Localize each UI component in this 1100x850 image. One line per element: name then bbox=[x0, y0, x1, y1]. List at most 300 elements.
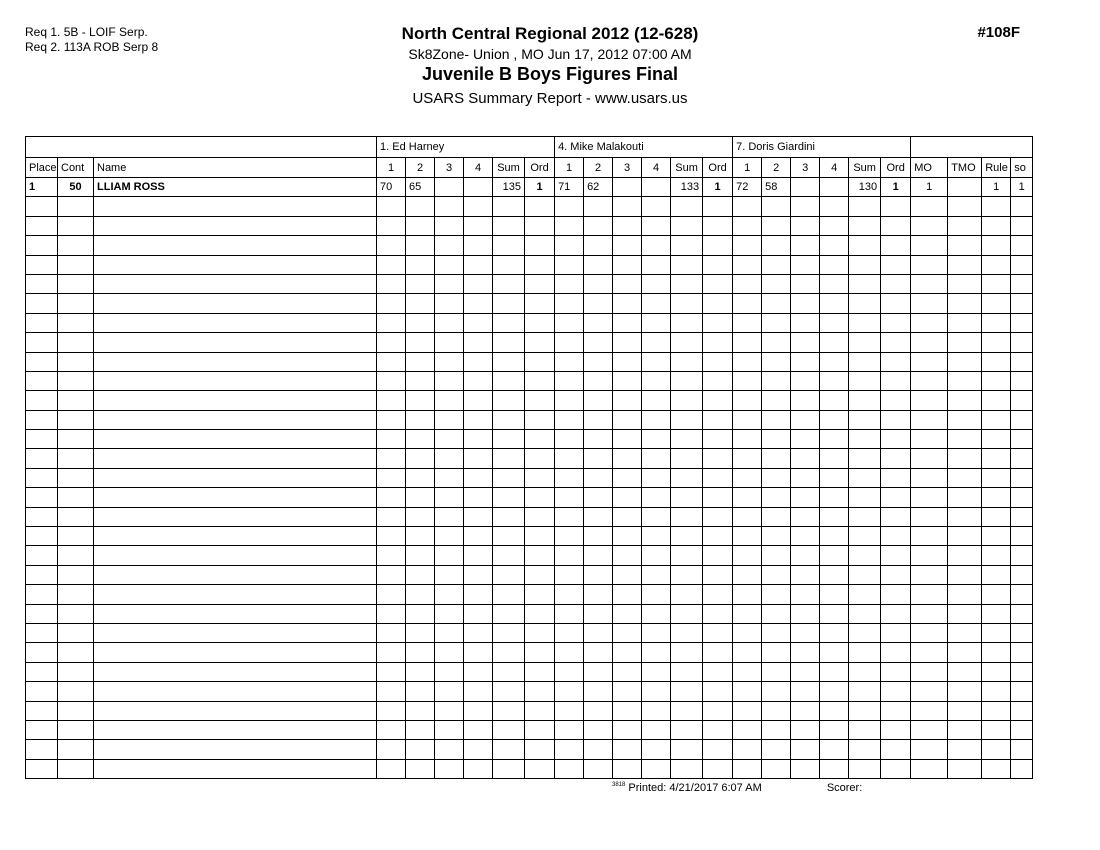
empty-cell bbox=[642, 720, 671, 739]
empty-cell bbox=[26, 759, 58, 778]
empty-row bbox=[26, 682, 1033, 701]
empty-cell bbox=[671, 740, 703, 759]
empty-cell bbox=[58, 197, 94, 216]
empty-cell bbox=[849, 527, 881, 546]
empty-cell bbox=[464, 216, 493, 235]
empty-cell bbox=[820, 585, 849, 604]
empty-cell bbox=[464, 682, 493, 701]
empty-cell bbox=[948, 507, 982, 526]
judge-name-3: 7. Doris Giardini bbox=[733, 137, 911, 158]
empty-cell bbox=[493, 371, 525, 390]
empty-cell bbox=[791, 352, 820, 371]
empty-cell bbox=[671, 546, 703, 565]
empty-cell bbox=[1011, 352, 1033, 371]
empty-cell bbox=[377, 255, 406, 274]
empty-cell bbox=[733, 682, 762, 701]
empty-cell bbox=[613, 236, 642, 255]
empty-cell bbox=[982, 255, 1011, 274]
empty-cell bbox=[820, 604, 849, 623]
empty-cell bbox=[613, 527, 642, 546]
empty-cell bbox=[435, 701, 464, 720]
empty-cell bbox=[555, 294, 584, 313]
empty-cell bbox=[1011, 410, 1033, 429]
empty-cell bbox=[703, 488, 733, 507]
empty-cell bbox=[791, 759, 820, 778]
empty-cell bbox=[948, 720, 982, 739]
empty-cell bbox=[26, 371, 58, 390]
empty-cell bbox=[613, 333, 642, 352]
empty-cell bbox=[982, 274, 1011, 293]
empty-cell bbox=[982, 662, 1011, 681]
empty-cell bbox=[820, 468, 849, 487]
empty-cell bbox=[791, 294, 820, 313]
empty-cell bbox=[948, 488, 982, 507]
empty-cell bbox=[584, 720, 613, 739]
empty-cell bbox=[1011, 391, 1033, 410]
column-header-judge3-3: 3 bbox=[791, 158, 820, 178]
empty-cell bbox=[642, 197, 671, 216]
column-header-name: Name bbox=[94, 158, 377, 178]
empty-cell bbox=[435, 294, 464, 313]
empty-cell bbox=[525, 468, 555, 487]
empty-cell bbox=[820, 371, 849, 390]
empty-cell bbox=[584, 274, 613, 293]
empty-cell bbox=[94, 740, 377, 759]
empty-cell bbox=[464, 468, 493, 487]
empty-cell bbox=[733, 701, 762, 720]
empty-cell bbox=[671, 449, 703, 468]
empty-cell bbox=[464, 720, 493, 739]
empty-cell bbox=[435, 449, 464, 468]
empty-cell bbox=[849, 391, 881, 410]
empty-cell bbox=[642, 759, 671, 778]
empty-cell bbox=[849, 216, 881, 235]
empty-cell bbox=[584, 391, 613, 410]
empty-cell bbox=[948, 604, 982, 623]
empty-cell bbox=[613, 391, 642, 410]
empty-cell bbox=[26, 197, 58, 216]
empty-cell bbox=[791, 701, 820, 720]
empty-cell bbox=[584, 294, 613, 313]
empty-cell bbox=[881, 410, 911, 429]
empty-cell bbox=[377, 662, 406, 681]
empty-cell bbox=[982, 410, 1011, 429]
empty-cell bbox=[791, 430, 820, 449]
empty-cell bbox=[733, 468, 762, 487]
empty-cell bbox=[849, 197, 881, 216]
empty-cell bbox=[703, 430, 733, 449]
empty-cell bbox=[642, 371, 671, 390]
empty-cell bbox=[791, 740, 820, 759]
empty-cell bbox=[948, 216, 982, 235]
column-header-rule: Rule bbox=[982, 158, 1011, 178]
empty-cell bbox=[58, 468, 94, 487]
empty-cell bbox=[762, 701, 791, 720]
empty-cell bbox=[94, 197, 377, 216]
empty-cell bbox=[493, 623, 525, 642]
empty-cell bbox=[464, 371, 493, 390]
empty-cell bbox=[733, 333, 762, 352]
empty-cell bbox=[881, 604, 911, 623]
empty-cell bbox=[464, 410, 493, 429]
empty-cell bbox=[703, 449, 733, 468]
empty-cell bbox=[58, 255, 94, 274]
empty-cell bbox=[613, 352, 642, 371]
empty-cell bbox=[982, 565, 1011, 584]
empty-cell bbox=[911, 585, 948, 604]
empty-cell bbox=[791, 643, 820, 662]
empty-cell bbox=[555, 565, 584, 584]
empty-cell bbox=[1011, 488, 1033, 507]
empty-cell bbox=[642, 604, 671, 623]
empty-cell bbox=[762, 236, 791, 255]
empty-cell bbox=[703, 585, 733, 604]
empty-cell bbox=[703, 701, 733, 720]
empty-cell bbox=[911, 759, 948, 778]
empty-cell bbox=[58, 371, 94, 390]
empty-cell bbox=[406, 468, 435, 487]
empty-cell bbox=[94, 274, 377, 293]
column-header-cont: Cont bbox=[58, 158, 94, 178]
judge1-score-1-cell: 70 bbox=[377, 178, 406, 197]
empty-cell bbox=[982, 197, 1011, 216]
mo-cell: 1 bbox=[911, 178, 948, 197]
empty-cell bbox=[584, 682, 613, 701]
empty-cell bbox=[911, 410, 948, 429]
empty-cell bbox=[377, 604, 406, 623]
column-header-place: Place bbox=[26, 158, 58, 178]
empty-cell bbox=[703, 255, 733, 274]
empty-cell bbox=[703, 236, 733, 255]
empty-cell bbox=[849, 682, 881, 701]
empty-cell bbox=[1011, 701, 1033, 720]
empty-cell bbox=[791, 449, 820, 468]
empty-cell bbox=[464, 449, 493, 468]
empty-cell bbox=[849, 643, 881, 662]
empty-cell bbox=[642, 565, 671, 584]
empty-cell bbox=[584, 449, 613, 468]
empty-cell bbox=[791, 274, 820, 293]
empty-cell bbox=[849, 740, 881, 759]
empty-cell bbox=[762, 216, 791, 235]
empty-row bbox=[26, 236, 1033, 255]
empty-cell bbox=[377, 759, 406, 778]
empty-cell bbox=[26, 391, 58, 410]
empty-cell bbox=[820, 759, 849, 778]
empty-cell bbox=[406, 391, 435, 410]
empty-cell bbox=[881, 740, 911, 759]
empty-cell bbox=[911, 294, 948, 313]
empty-cell bbox=[555, 255, 584, 274]
empty-cell bbox=[911, 527, 948, 546]
empty-cell bbox=[26, 662, 58, 681]
empty-cell bbox=[58, 604, 94, 623]
empty-row bbox=[26, 468, 1033, 487]
empty-cell bbox=[406, 643, 435, 662]
empty-cell bbox=[555, 274, 584, 293]
empty-cell bbox=[881, 701, 911, 720]
empty-cell bbox=[613, 488, 642, 507]
empty-cell bbox=[406, 662, 435, 681]
empty-cell bbox=[642, 313, 671, 332]
empty-cell bbox=[762, 333, 791, 352]
empty-cell bbox=[881, 255, 911, 274]
empty-cell bbox=[584, 410, 613, 429]
so-cell: 1 bbox=[1011, 178, 1033, 197]
empty-cell bbox=[555, 236, 584, 255]
empty-cell bbox=[584, 585, 613, 604]
empty-cell bbox=[671, 720, 703, 739]
empty-cell bbox=[733, 759, 762, 778]
judge3-sum-cell: 130 bbox=[849, 178, 881, 197]
empty-cell bbox=[820, 682, 849, 701]
empty-row bbox=[26, 371, 1033, 390]
judge2-score-1-cell: 71 bbox=[555, 178, 584, 197]
empty-cell bbox=[525, 507, 555, 526]
empty-cell bbox=[464, 391, 493, 410]
empty-cell bbox=[613, 585, 642, 604]
empty-cell bbox=[703, 410, 733, 429]
empty-cell bbox=[435, 565, 464, 584]
empty-cell bbox=[406, 371, 435, 390]
empty-cell bbox=[982, 701, 1011, 720]
empty-cell bbox=[820, 662, 849, 681]
empty-cell bbox=[525, 623, 555, 642]
empty-cell bbox=[555, 546, 584, 565]
empty-cell bbox=[820, 294, 849, 313]
empty-cell bbox=[1011, 720, 1033, 739]
empty-cell bbox=[849, 759, 881, 778]
empty-cell bbox=[525, 546, 555, 565]
empty-cell bbox=[377, 274, 406, 293]
empty-cell bbox=[584, 430, 613, 449]
empty-cell bbox=[671, 410, 703, 429]
empty-cell bbox=[94, 604, 377, 623]
empty-cell bbox=[733, 216, 762, 235]
empty-cell bbox=[671, 565, 703, 584]
empty-cell bbox=[377, 740, 406, 759]
empty-cell bbox=[94, 449, 377, 468]
empty-cell bbox=[58, 333, 94, 352]
empty-cell bbox=[435, 682, 464, 701]
empty-cell bbox=[911, 682, 948, 701]
empty-row bbox=[26, 546, 1033, 565]
empty-cell bbox=[762, 274, 791, 293]
empty-cell bbox=[911, 255, 948, 274]
empty-cell bbox=[406, 197, 435, 216]
empty-cell bbox=[791, 197, 820, 216]
empty-cell bbox=[555, 759, 584, 778]
empty-cell bbox=[555, 527, 584, 546]
empty-cell bbox=[58, 216, 94, 235]
empty-cell bbox=[881, 682, 911, 701]
empty-cell bbox=[849, 333, 881, 352]
empty-cell bbox=[406, 585, 435, 604]
empty-cell bbox=[948, 410, 982, 429]
empty-cell bbox=[406, 604, 435, 623]
empty-cell bbox=[911, 604, 948, 623]
empty-cell bbox=[525, 274, 555, 293]
empty-cell bbox=[525, 313, 555, 332]
empty-cell bbox=[464, 333, 493, 352]
empty-cell bbox=[613, 546, 642, 565]
empty-cell bbox=[762, 682, 791, 701]
empty-cell bbox=[464, 565, 493, 584]
empty-cell bbox=[881, 333, 911, 352]
empty-cell bbox=[733, 236, 762, 255]
empty-cell bbox=[733, 507, 762, 526]
empty-cell bbox=[464, 546, 493, 565]
empty-cell bbox=[58, 507, 94, 526]
empty-cell bbox=[982, 391, 1011, 410]
empty-cell bbox=[1011, 333, 1033, 352]
empty-cell bbox=[406, 294, 435, 313]
empty-cell bbox=[464, 313, 493, 332]
empty-cell bbox=[911, 430, 948, 449]
empty-cell bbox=[464, 527, 493, 546]
empty-cell bbox=[26, 682, 58, 701]
empty-cell bbox=[703, 197, 733, 216]
empty-cell bbox=[26, 546, 58, 565]
empty-cell bbox=[493, 410, 525, 429]
empty-cell bbox=[555, 371, 584, 390]
empty-cell bbox=[58, 449, 94, 468]
empty-cell bbox=[881, 643, 911, 662]
empty-cell bbox=[791, 410, 820, 429]
empty-cell bbox=[555, 430, 584, 449]
empty-cell bbox=[613, 720, 642, 739]
empty-cell bbox=[584, 216, 613, 235]
empty-cell bbox=[948, 449, 982, 468]
empty-cell bbox=[406, 507, 435, 526]
empty-cell bbox=[26, 313, 58, 332]
empty-cell bbox=[464, 255, 493, 274]
empty-cell bbox=[671, 371, 703, 390]
empty-cell bbox=[406, 313, 435, 332]
empty-cell bbox=[881, 507, 911, 526]
empty-cell bbox=[94, 236, 377, 255]
empty-cell bbox=[525, 352, 555, 371]
empty-cell bbox=[703, 371, 733, 390]
empty-cell bbox=[948, 313, 982, 332]
empty-cell bbox=[435, 585, 464, 604]
empty-cell bbox=[982, 371, 1011, 390]
empty-cell bbox=[613, 216, 642, 235]
empty-cell bbox=[613, 740, 642, 759]
empty-cell bbox=[762, 371, 791, 390]
empty-cell bbox=[406, 527, 435, 546]
empty-cell bbox=[464, 643, 493, 662]
empty-cell bbox=[406, 701, 435, 720]
empty-cell bbox=[613, 662, 642, 681]
empty-cell bbox=[555, 391, 584, 410]
empty-cell bbox=[613, 294, 642, 313]
empty-cell bbox=[377, 391, 406, 410]
empty-cell bbox=[464, 352, 493, 371]
venue-date-line: Sk8Zone- Union , MO Jun 17, 2012 07:00 AM bbox=[408, 46, 692, 62]
column-header-mo: MO bbox=[911, 158, 948, 178]
empty-cell bbox=[525, 643, 555, 662]
empty-cell bbox=[791, 546, 820, 565]
empty-cell bbox=[1011, 371, 1033, 390]
empty-cell bbox=[584, 643, 613, 662]
program-number: #108F bbox=[977, 24, 1020, 41]
empty-cell bbox=[820, 623, 849, 642]
empty-cell bbox=[377, 313, 406, 332]
empty-cell bbox=[982, 313, 1011, 332]
empty-cell bbox=[435, 274, 464, 293]
empty-cell bbox=[94, 565, 377, 584]
empty-cell bbox=[435, 236, 464, 255]
empty-cell bbox=[1011, 468, 1033, 487]
empty-cell bbox=[1011, 604, 1033, 623]
empty-cell bbox=[820, 546, 849, 565]
empty-cell bbox=[642, 662, 671, 681]
empty-cell bbox=[377, 468, 406, 487]
empty-cell bbox=[1011, 255, 1033, 274]
footer-code: 3818 bbox=[612, 782, 626, 788]
empty-cell bbox=[525, 410, 555, 429]
empty-cell bbox=[642, 682, 671, 701]
empty-cell bbox=[464, 662, 493, 681]
empty-cell bbox=[820, 391, 849, 410]
empty-cell bbox=[464, 294, 493, 313]
empty-cell bbox=[911, 623, 948, 642]
empty-cell bbox=[762, 507, 791, 526]
empty-cell bbox=[733, 643, 762, 662]
column-header-judge2-4: 4 bbox=[642, 158, 671, 178]
empty-cell bbox=[1011, 740, 1033, 759]
tmo-cell bbox=[948, 178, 982, 197]
column-header-judge3-sum: Sum bbox=[849, 158, 881, 178]
judge-header-spacer-right bbox=[911, 137, 1033, 158]
empty-cell bbox=[733, 255, 762, 274]
empty-cell bbox=[703, 682, 733, 701]
empty-cell bbox=[406, 682, 435, 701]
empty-cell bbox=[377, 410, 406, 429]
empty-cell bbox=[948, 274, 982, 293]
empty-cell bbox=[493, 197, 525, 216]
empty-cell bbox=[642, 236, 671, 255]
empty-cell bbox=[613, 643, 642, 662]
empty-cell bbox=[1011, 585, 1033, 604]
empty-cell bbox=[613, 313, 642, 332]
column-header-judge3-4: 4 bbox=[820, 158, 849, 178]
empty-cell bbox=[642, 449, 671, 468]
empty-cell bbox=[671, 274, 703, 293]
empty-cell bbox=[525, 701, 555, 720]
empty-cell bbox=[762, 294, 791, 313]
empty-cell bbox=[948, 391, 982, 410]
empty-cell bbox=[493, 449, 525, 468]
empty-cell bbox=[849, 507, 881, 526]
empty-row bbox=[26, 294, 1033, 313]
empty-cell bbox=[493, 585, 525, 604]
empty-cell bbox=[733, 449, 762, 468]
column-header-judge3-1: 1 bbox=[733, 158, 762, 178]
empty-cell bbox=[406, 623, 435, 642]
empty-cell bbox=[1011, 682, 1033, 701]
empty-cell bbox=[849, 371, 881, 390]
empty-cell bbox=[820, 216, 849, 235]
empty-cell bbox=[525, 720, 555, 739]
empty-cell bbox=[613, 371, 642, 390]
empty-cell bbox=[948, 352, 982, 371]
empty-cell bbox=[58, 682, 94, 701]
empty-cell bbox=[58, 410, 94, 429]
empty-cell bbox=[377, 294, 406, 313]
judge1-score-4-cell bbox=[464, 178, 493, 197]
